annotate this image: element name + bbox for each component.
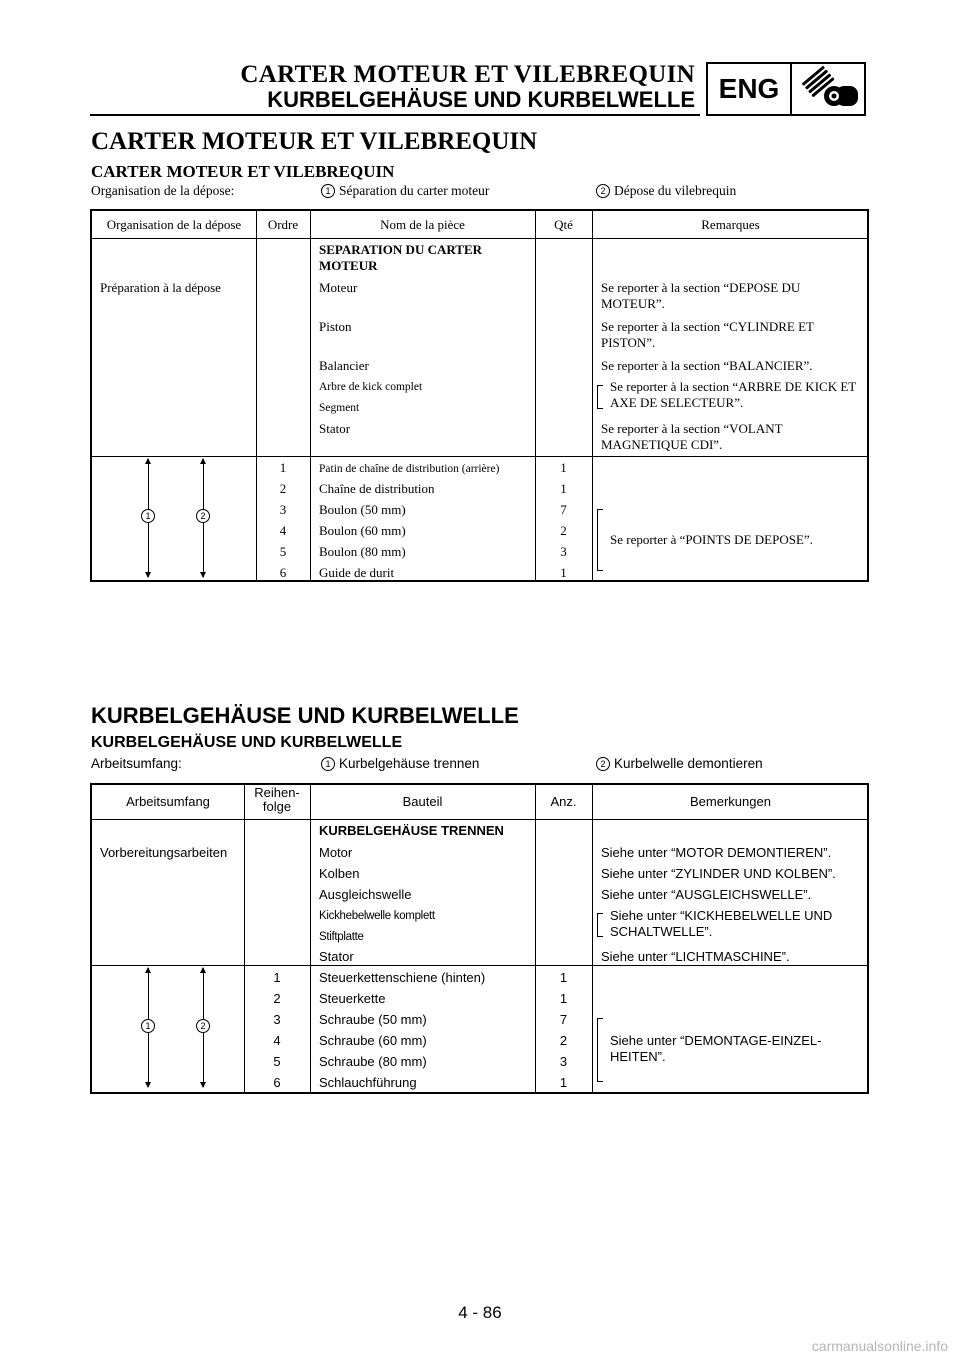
order-number: 3 (279, 502, 287, 517)
prep-part-name: Motor (319, 845, 353, 860)
col-header-order: Reihen- folge (254, 785, 300, 814)
bracket (597, 385, 603, 409)
circled-2-icon: 2 (596, 757, 610, 771)
order-part-name: Steuerkettenschiene (hinten) (319, 970, 486, 985)
prep-part-name: Balancier (319, 358, 369, 373)
org-step2-de (596, 756, 763, 771)
order-qty: 1 (559, 970, 568, 985)
order-part-name: Guide de durit (319, 565, 395, 580)
col-header-remarks: Bemerkungen (690, 794, 771, 809)
order-remark: Se reporter à “POINTS DE DEPOSE”. (610, 532, 813, 547)
header-title-de: KURBELGEHÄUSE UND KURBELWELLE (267, 87, 695, 112)
bracket (597, 1018, 603, 1082)
order-part-name: Patin de chaîne de distribution (arrière) (319, 463, 500, 475)
order-part-name: Schraube (60 mm) (319, 1033, 427, 1048)
removal-table-de (90, 783, 869, 1094)
col-divider (310, 211, 311, 580)
prep-remark: Se reporter à la section “VOLANT MAGNETIQUE CDI”. (601, 421, 783, 452)
order-number: 6 (273, 1075, 281, 1090)
org-step1-text: Kurbelgehäuse trennen (339, 756, 480, 771)
group-divider (92, 965, 867, 966)
order-part-name: Schraube (50 mm) (319, 1012, 427, 1027)
prep-part-name: Kickhebelwelle komplett (319, 910, 435, 922)
col-header-qty: Qté (554, 217, 573, 232)
prep-remark: Se reporter à la section “CYLINDRE ET PISTON”. (601, 319, 814, 350)
prep-part-name: Stiftplatte (319, 931, 364, 943)
order-qty: 7 (559, 1012, 568, 1027)
col-divider (310, 785, 311, 1092)
prep-remark: Siehe unter “LICHTMASCHINE”. (601, 949, 790, 964)
circled-2-icon: 2 (596, 184, 610, 198)
prep-part-name: Piston (319, 319, 352, 334)
org-step1-text: Séparation du carter moteur (339, 183, 490, 198)
order-qty: 1 (560, 565, 567, 580)
order-qty: 2 (559, 1033, 568, 1048)
col-header-remarks: Remarques (701, 217, 760, 232)
order-qty: 7 (560, 502, 567, 517)
order-number: 4 (273, 1033, 281, 1048)
header-title-fr: CARTER MOTEUR ET VILEBREQUIN (240, 61, 695, 88)
order-qty: 1 (560, 481, 567, 496)
circled-1-icon: 1 (141, 509, 155, 523)
prep-part-name: Arbre de kick complet (319, 381, 423, 393)
bracket (597, 913, 603, 937)
order-part-name: Boulon (50 mm) (319, 502, 406, 517)
col-divider (592, 785, 593, 1092)
order-remark: Siehe unter “DEMONTAGE-EINZEL-HEITEN”. (610, 1033, 822, 1064)
circled-2-icon: 2 (196, 1019, 210, 1033)
header-divider (92, 238, 867, 239)
org-step2-text: Dépose du vilebrequin (614, 183, 737, 198)
order-number: 3 (273, 1012, 281, 1027)
prep-part-name: Kolben (319, 866, 360, 881)
order-part-name: Schlauchführung (319, 1075, 417, 1090)
circled-1-icon: 1 (321, 757, 335, 771)
col-header-part: Nom de la pièce (380, 217, 465, 232)
order-qty: 1 (559, 991, 568, 1006)
order-part-name: Boulon (80 mm) (319, 544, 406, 559)
circled-1-icon: 1 (321, 184, 335, 198)
col-header-part: Bauteil (402, 794, 443, 809)
order-qty: 2 (560, 523, 567, 538)
org-label-de: Arbeitsumfang: (91, 756, 182, 771)
group-divider (92, 456, 867, 457)
order-part-name: Chaîne de distribution (319, 481, 435, 496)
header-divider (92, 819, 867, 820)
page-number: 4 - 86 (458, 1303, 502, 1322)
prep-remark: Siehe unter “AUSGLEICHSWELLE”. (601, 887, 812, 902)
order-part-name: Steuerkette (319, 991, 386, 1006)
subsection-title-fr: CARTER MOTEUR ET VILEBREQUIN (91, 162, 395, 181)
order-number: 5 (273, 1054, 281, 1069)
order-number: 6 (279, 565, 287, 580)
prep-group-label: Préparation à la dépose (100, 280, 221, 295)
eng-divider (790, 64, 792, 114)
prep-group-label: Vorbereitungsarbeiten (100, 845, 228, 860)
bracket (597, 509, 603, 571)
col-header-scope: Arbeitsumfang (126, 794, 210, 809)
prep-remark: Se reporter à la section “BALANCIER”. (601, 358, 813, 373)
circled-1-icon: 1 (141, 1019, 155, 1033)
prep-remark: Se reporter à la section “ARBRE DE KICK ET AXE DE SELECTEUR”. (610, 379, 856, 410)
prep-part-name: Moteur (319, 280, 358, 295)
prep-title: SEPARATION DU CARTER MOTEUR (319, 242, 483, 273)
prep-title: KURBELGEHÄUSE TRENNEN (319, 823, 504, 838)
order-qty: 1 (559, 1075, 568, 1090)
eng-label: ENG (718, 73, 780, 104)
order-number: 5 (279, 544, 287, 559)
prep-remark: Siehe unter “ZYLINDER UND KOLBEN”. (601, 866, 836, 881)
order-number: 2 (279, 481, 287, 496)
order-part-name: Schraube (80 mm) (319, 1054, 427, 1069)
section-title-de: KURBELGEHÄUSE UND KURBELWELLE (91, 703, 519, 728)
prep-part-name: Segment (319, 402, 360, 414)
order-qty: 3 (559, 1054, 568, 1069)
org-step2-text: Kurbelwelle demontieren (614, 756, 763, 771)
eng-badge (706, 62, 866, 116)
prep-part-name: Stator (319, 949, 354, 964)
circled-2-icon: 2 (196, 509, 210, 523)
col-divider (592, 211, 593, 580)
order-part-name: Boulon (60 mm) (319, 523, 406, 538)
order-number: 1 (279, 460, 287, 475)
col-header-order: Ordre (267, 217, 299, 232)
prep-part-name: Ausgleichswelle (319, 887, 412, 902)
prep-remark: Siehe unter “KICKHEBELWELLE UND SCHALTWELLE”. (610, 908, 833, 939)
order-number: 1 (273, 970, 281, 985)
org-step1-fr (321, 183, 489, 199)
order-number: 2 (273, 991, 281, 1006)
order-qty: 3 (560, 544, 567, 559)
section-title-fr: CARTER MOTEUR ET VILEBREQUIN (91, 128, 538, 155)
subsection-title-de: KURBELGEHÄUSE UND KURBELWELLE (91, 734, 403, 751)
col-header-qty: Anz. (550, 794, 577, 809)
order-number: 4 (279, 523, 287, 538)
prep-part-name: Stator (319, 421, 351, 436)
watermark: carmanualsonline.info (811, 1338, 948, 1354)
prep-remark: Siehe unter “MOTOR DEMONTIEREN”. (601, 845, 832, 860)
crankshaft-icon (796, 66, 862, 112)
header-rule (90, 114, 700, 116)
prep-remark: Se reporter à la section “DEPOSE DU MOTEUR”. (601, 280, 801, 311)
org-label-fr: Organisation de la dépose: (91, 183, 235, 198)
order-qty: 1 (560, 460, 567, 475)
org-step2-fr (596, 183, 736, 199)
removal-table-fr (90, 209, 869, 582)
col-header-organisation: Organisation de la dépose (106, 217, 242, 232)
org-step1-de (321, 756, 479, 771)
